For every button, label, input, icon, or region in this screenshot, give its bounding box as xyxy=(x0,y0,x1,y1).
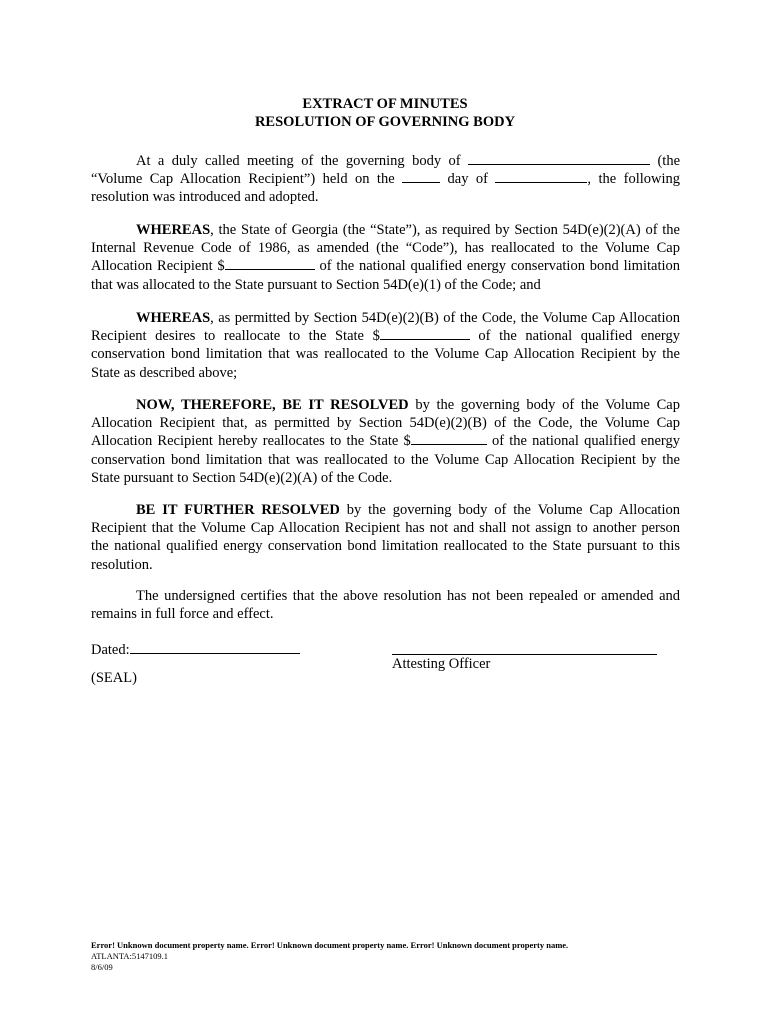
p6-text-a: The undersigned certifies that the above resolution has not been repealed or amended and remains in full force and effect. xyxy=(91,588,680,623)
footer-date: 8/6/09 xyxy=(91,962,113,972)
p2-bold: WHEREAS xyxy=(136,222,211,238)
p4-bold: NOW, THEREFORE, BE IT RESOLVED xyxy=(136,397,409,413)
dated-row xyxy=(91,639,300,659)
governing-body-blank[interactable] xyxy=(468,152,650,165)
title-line-2: RESOLUTION OF GOVERNING BODY xyxy=(254,114,516,130)
p4-text-a: by the governing body of the Volume Cap Allocation Recipient that, as permitted by Section 54D(e)(2)(B) of the Code, the Volume Cap Allocation Recipient hereby reallocates to the State $ xyxy=(91,397,680,450)
paragraph-whereas-2 xyxy=(91,309,680,382)
amount-blank-3[interactable] xyxy=(411,432,487,445)
amount-blank-1[interactable] xyxy=(225,257,315,270)
p1-text-c: day of xyxy=(447,171,488,188)
amount-blank-2[interactable] xyxy=(380,327,470,340)
paragraph-meeting xyxy=(91,152,680,207)
p1-text-d: , the following resolution was introduced and adopted. xyxy=(91,171,681,206)
p4-text-b: of the national qualified energy conservation bond limitation that was reallocated to the Volume Cap Allocation Recipient by the State pursuant to Section 54D(e)(2)(A) of the Code. xyxy=(91,433,680,486)
paragraph-further-resolved xyxy=(91,501,680,574)
paragraph-whereas-1 xyxy=(91,221,680,294)
month-blank[interactable] xyxy=(495,170,587,183)
dated-label: Dated: xyxy=(91,642,130,658)
paragraph-certification xyxy=(91,587,680,623)
p5-text-a: by the governing body of the Volume Cap Allocation Recipient that the Volume Cap Allocation Recipient has not and shall not assign to another person the national qualified energy conservation bond limitation reallocated to the State pursuant to this resolution. xyxy=(91,502,680,573)
day-blank[interactable] xyxy=(402,170,440,183)
dated-blank[interactable] xyxy=(130,639,300,654)
paragraph-resolved xyxy=(91,396,680,487)
p1-text-b: (the “Volume Cap Allocation Recipient”) held on the xyxy=(91,153,681,188)
p5-bold: BE IT FURTHER RESOLVED xyxy=(136,502,340,518)
p2-text-a: , the State of Georgia (the “State”), as required by Section 54D(e)(2)(A) of the Internal Revenue Code of 1986, as amended (the “Code”), has reallocated to the Volume Cap Allocation Recipient $ xyxy=(91,222,680,275)
p1-text-a: At a duly called meeting of the governing body of xyxy=(136,153,461,169)
p3-text-a: , as permitted by Section 54D(e)(2)(B) of the Code, the Volume Cap Allocation Recipient desires to reallocate to the State $ xyxy=(91,310,680,345)
title-line-1: EXTRACT OF MINUTES xyxy=(302,96,468,112)
p3-text-b: of the national qualified energy conservation bond limitation that was reallocated to the Volume Cap Allocation Recipient by the State as described above; xyxy=(91,328,681,381)
seal-label: (SEAL) xyxy=(91,670,137,686)
footer-doc-id: ATLANTA:5147109.1 xyxy=(91,951,168,961)
attesting-officer-label: Attesting Officer xyxy=(392,656,491,672)
footer-error-line: Error! Unknown document property name. Error! Unknown document property name. Error! Unknown document property name. xyxy=(91,940,569,950)
p3-bold: WHEREAS xyxy=(136,310,211,326)
p2-text-b: of the national qualified energy conservation bond limitation that was allocated to the State pursuant to Section 54D(e)(1) of the Code; and xyxy=(91,258,680,293)
